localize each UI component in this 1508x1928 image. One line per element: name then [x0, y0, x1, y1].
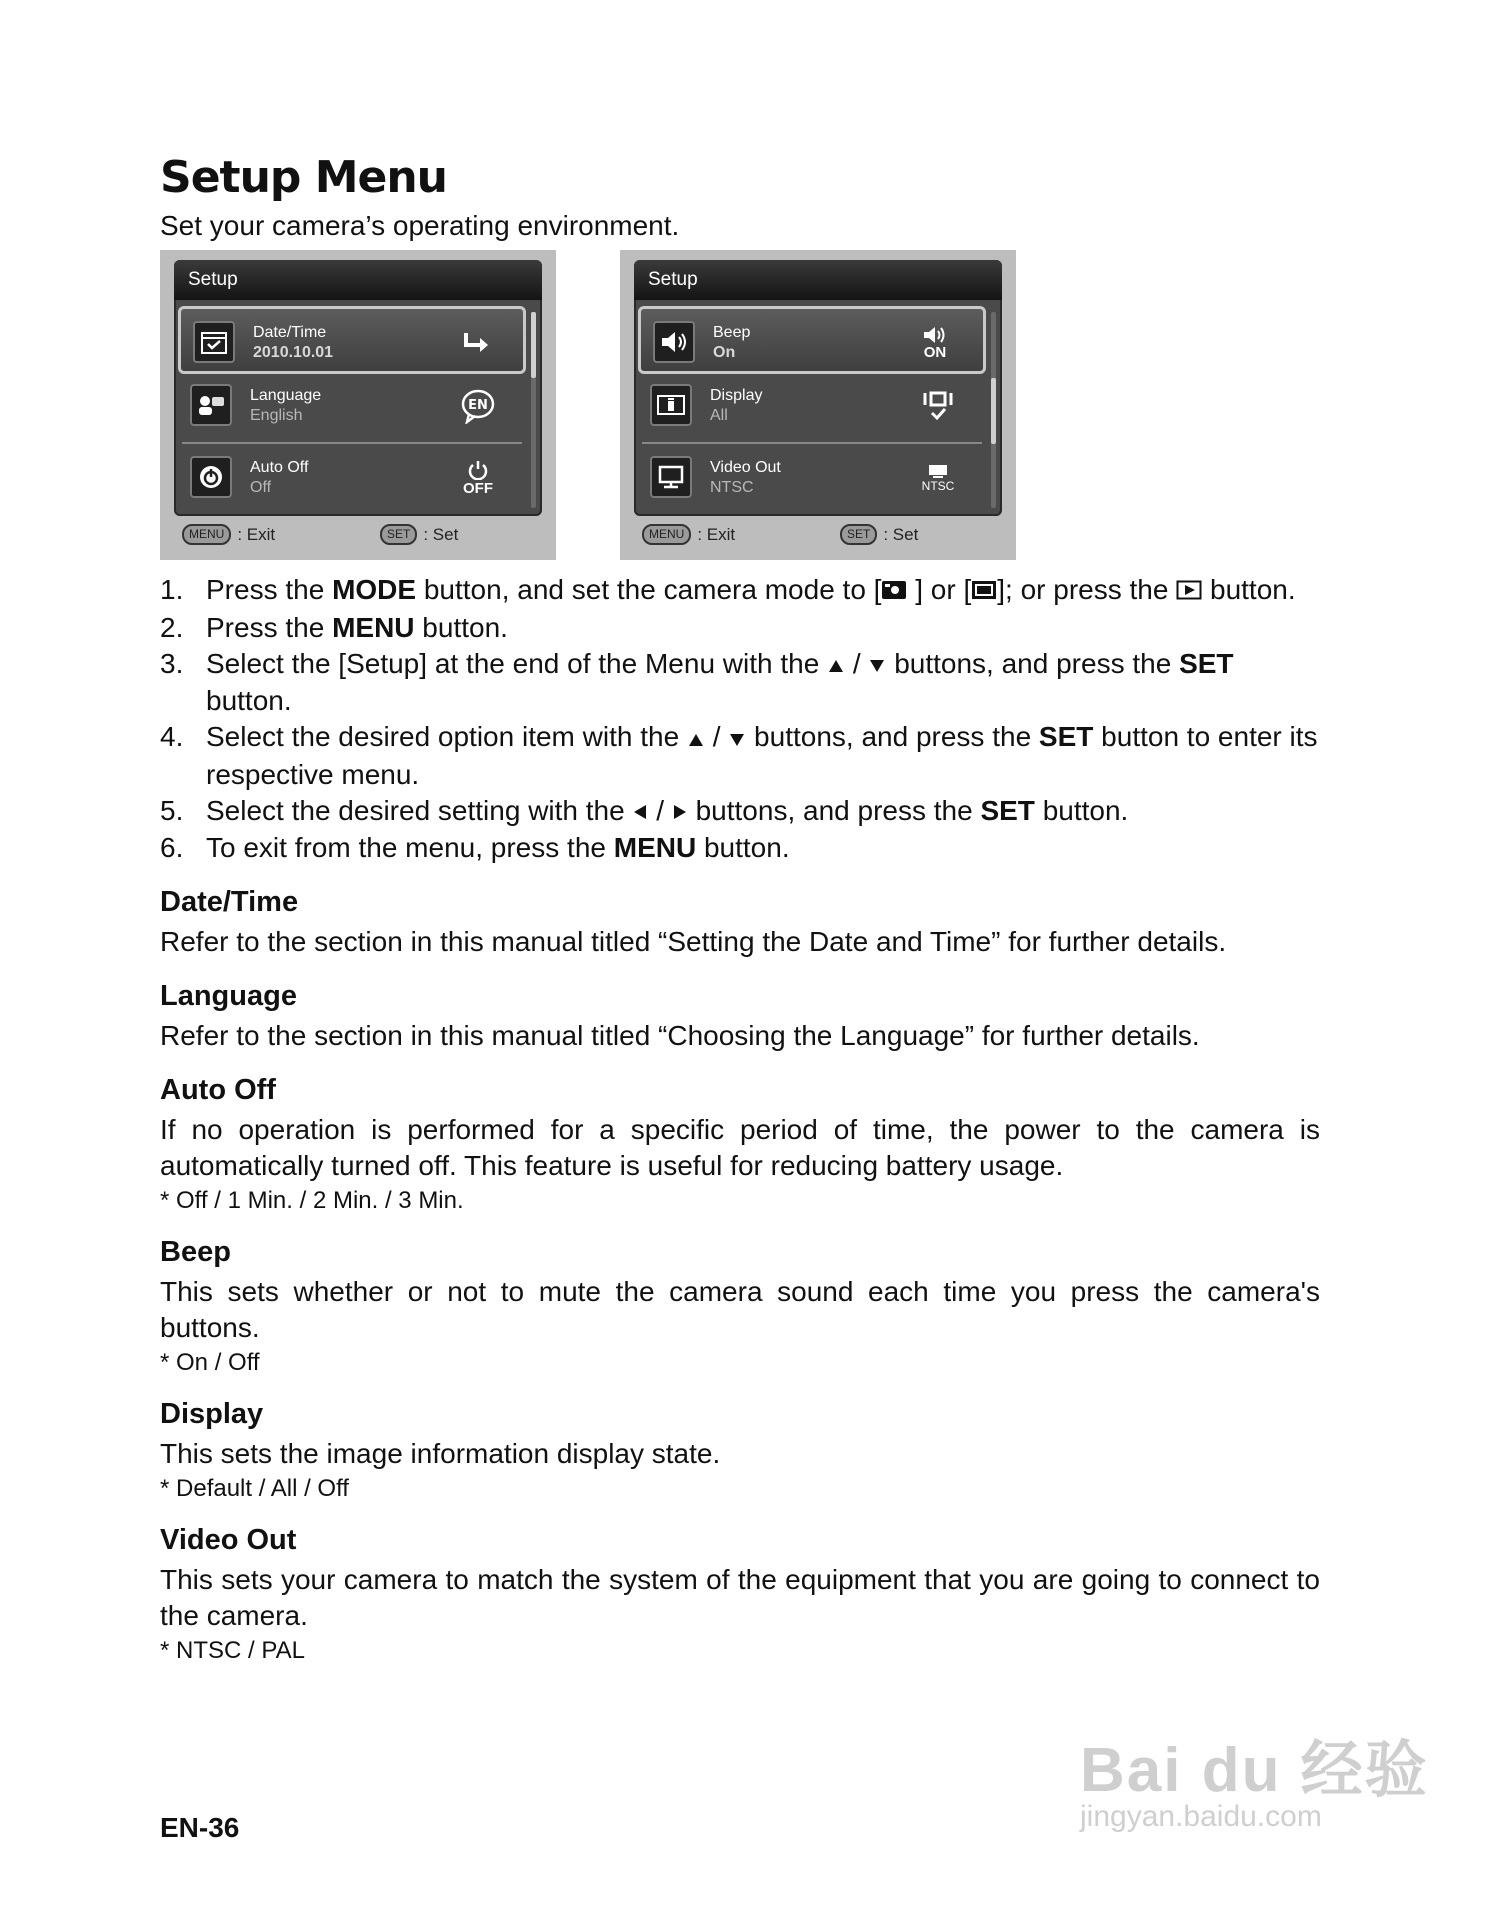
step-text: button, and set the camera mode to [	[416, 574, 882, 605]
manual-page	[160, 150, 1320, 1666]
down-arrow-icon	[868, 647, 886, 683]
left-arrow-icon	[632, 794, 648, 830]
set-hint	[380, 524, 458, 545]
setup-screen-right	[620, 250, 1016, 560]
step-number: 4.	[160, 721, 184, 753]
menu-key: MENU	[642, 524, 691, 545]
baidu-watermark	[1070, 1700, 1430, 1840]
section-datetime	[160, 884, 1320, 960]
step-number: 3.	[160, 647, 184, 679]
arrow-return-icon	[445, 323, 505, 363]
menu-key: MENU	[182, 524, 231, 545]
step-text: Select the desired option item with the	[206, 721, 687, 753]
right-text: OFF	[463, 479, 493, 497]
right-arrow-icon	[672, 794, 688, 830]
menu-row-language[interactable]	[178, 372, 526, 440]
section-body: This sets your camera to match the system of the equipment that you are going to connect to the camera.	[160, 1564, 1320, 1632]
svg-text:EN: EN	[468, 398, 488, 413]
step-text: button.	[1034, 794, 1129, 826]
row-label: Beep	[713, 324, 751, 341]
section-language	[160, 978, 1320, 1054]
menu-row-beep[interactable]	[638, 306, 986, 374]
section-body: Refer to the section in this manual titled “Setting the Date and Time” for further details.	[160, 926, 1227, 958]
set-key: SET	[380, 524, 417, 545]
instruction-steps	[160, 572, 1320, 866]
tv-ntsc-icon	[908, 458, 968, 498]
section-heading: Display	[160, 1398, 264, 1431]
key-name: SET	[980, 794, 1035, 826]
key-name: MODE	[332, 574, 417, 605]
section-heading: Date/Time	[160, 886, 299, 919]
section-heading: Auto Off	[160, 1074, 276, 1107]
scrollbar[interactable]	[531, 312, 536, 508]
playback-icon	[1176, 574, 1202, 610]
step-text: ] or [	[907, 574, 972, 605]
lcd-display	[634, 260, 1002, 516]
row-value: English	[250, 407, 303, 424]
scroll-thumb[interactable]	[531, 312, 536, 378]
menu-exit-hint	[642, 524, 735, 545]
set-hint	[840, 524, 918, 545]
step-text: buttons, and press the	[886, 647, 1180, 679]
down-arrow-icon	[728, 721, 746, 757]
section-auto-off	[160, 1072, 1320, 1216]
menu-row-auto-off[interactable]	[178, 444, 526, 512]
setup-screen-left	[160, 250, 556, 560]
scroll-thumb[interactable]	[991, 378, 996, 444]
lcd-display	[174, 260, 542, 516]
step-1	[160, 572, 1320, 610]
power-icon	[190, 456, 232, 498]
menu-key-label: : Exit	[697, 524, 736, 544]
step-2	[160, 610, 1320, 646]
scrollbar[interactable]	[991, 312, 996, 508]
menu-key-label: : Exit	[237, 524, 276, 544]
section-body: This sets whether or not to mute the camera sound each time you press the camera's buttons.	[160, 1276, 1320, 1344]
step-number: 1.	[160, 574, 184, 605]
step-text: button.	[1202, 574, 1296, 605]
section-video-out	[160, 1522, 1320, 1666]
display-all-icon	[908, 386, 968, 426]
step-number: 5.	[160, 794, 184, 826]
section-display	[160, 1396, 1320, 1504]
row-label: Language	[250, 387, 322, 404]
step-text: button.	[414, 611, 508, 643]
info-display-icon	[650, 384, 692, 426]
step-text: buttons, and press the	[746, 721, 1039, 753]
row-value: NTSC	[710, 479, 754, 496]
up-arrow-icon	[687, 721, 705, 757]
slash: /	[845, 647, 869, 679]
step-4	[160, 719, 1320, 793]
screen-footer	[642, 524, 1002, 550]
power-off-icon	[448, 458, 508, 498]
right-text: NTSC	[921, 479, 955, 493]
right-text: ON	[923, 343, 947, 361]
section-heading: Language	[160, 980, 297, 1013]
lcd-header: Setup	[634, 260, 1002, 300]
calendar-icon	[193, 321, 235, 363]
key-name: SET	[1038, 721, 1094, 753]
menu-row-datetime[interactable]	[178, 306, 526, 374]
language-icon	[190, 384, 232, 426]
row-label: Auto Off	[250, 459, 309, 476]
section-body: If no operation is performed for a specific period of time, the power to the camera is automatically turned off. This feature is useful for reducing battery usage.	[160, 1114, 1320, 1182]
screen-footer	[182, 524, 542, 550]
lcd-header: Setup	[174, 260, 542, 300]
row-value: All	[710, 407, 728, 424]
step-text: Press the	[206, 574, 333, 605]
step-text: button.	[696, 832, 790, 864]
step-text: button to enter its respective menu.	[206, 721, 1318, 790]
menu-row-video-out[interactable]	[638, 444, 986, 512]
section-body: Refer to the section in this manual titled “Choosing the Language” for further details.	[160, 1020, 1200, 1052]
step-text: button.	[206, 685, 292, 717]
en-bubble-icon	[448, 386, 508, 426]
step-6	[160, 830, 1320, 866]
step-3	[160, 646, 1320, 720]
section-options: * Off / 1 Min. / 2 Min. / 3 Min.	[160, 1187, 464, 1215]
key-name: SET	[1179, 647, 1234, 679]
key-name: MENU	[332, 611, 415, 643]
monitor-icon	[650, 456, 692, 498]
speaker-on-icon	[905, 323, 965, 363]
row-value: 2010.10.01	[253, 344, 334, 361]
step-text: To exit from the menu, press the	[206, 832, 614, 864]
slash: /	[648, 794, 672, 826]
step-text: ]; or press the	[997, 574, 1177, 605]
section-body: This sets the image information display state.	[160, 1438, 721, 1470]
speaker-icon	[653, 321, 695, 363]
up-arrow-icon	[827, 647, 845, 683]
video-mode-icon	[971, 574, 997, 610]
camera-mode-icon	[881, 574, 907, 610]
step-text: Select the desired setting with the	[206, 794, 633, 826]
step-text: Select the [Setup] at the end of the Menu with the	[206, 647, 828, 679]
step-text: buttons, and press the	[687, 794, 981, 826]
page-subtitle: Set your camera’s operating environment.	[160, 210, 680, 241]
section-beep	[160, 1234, 1320, 1378]
section-heading: Beep	[160, 1236, 231, 1269]
page-title: Setup Menu	[160, 152, 447, 203]
set-key-label: : Set	[883, 524, 919, 544]
row-label: Date/Time	[253, 324, 327, 341]
menu-exit-hint	[182, 524, 275, 545]
step-number: 6.	[160, 832, 184, 864]
step-5	[160, 793, 1320, 831]
row-value: Off	[250, 479, 272, 496]
step-number: 2.	[160, 611, 184, 643]
watermark-line-2: jingyan.baidu.com	[1080, 1800, 1322, 1833]
key-name: MENU	[613, 832, 697, 864]
page-number: EN-36	[160, 1812, 240, 1843]
watermark-line-1: Bai du 经验	[1080, 1736, 1429, 1805]
setup-screens	[160, 250, 1320, 560]
section-options: * Default / All / Off	[160, 1475, 349, 1503]
section-options: * NTSC / PAL	[160, 1637, 305, 1665]
step-text: Press the	[206, 611, 333, 643]
row-value: On	[713, 344, 736, 361]
set-key: SET	[840, 524, 877, 545]
section-heading: Video Out	[160, 1524, 297, 1557]
row-label: Video Out	[710, 459, 781, 476]
slash: /	[704, 721, 729, 753]
section-options: * On / Off	[160, 1349, 260, 1377]
set-key-label: : Set	[423, 524, 459, 544]
menu-row-display[interactable]	[638, 372, 986, 440]
row-label: Display	[710, 387, 763, 404]
